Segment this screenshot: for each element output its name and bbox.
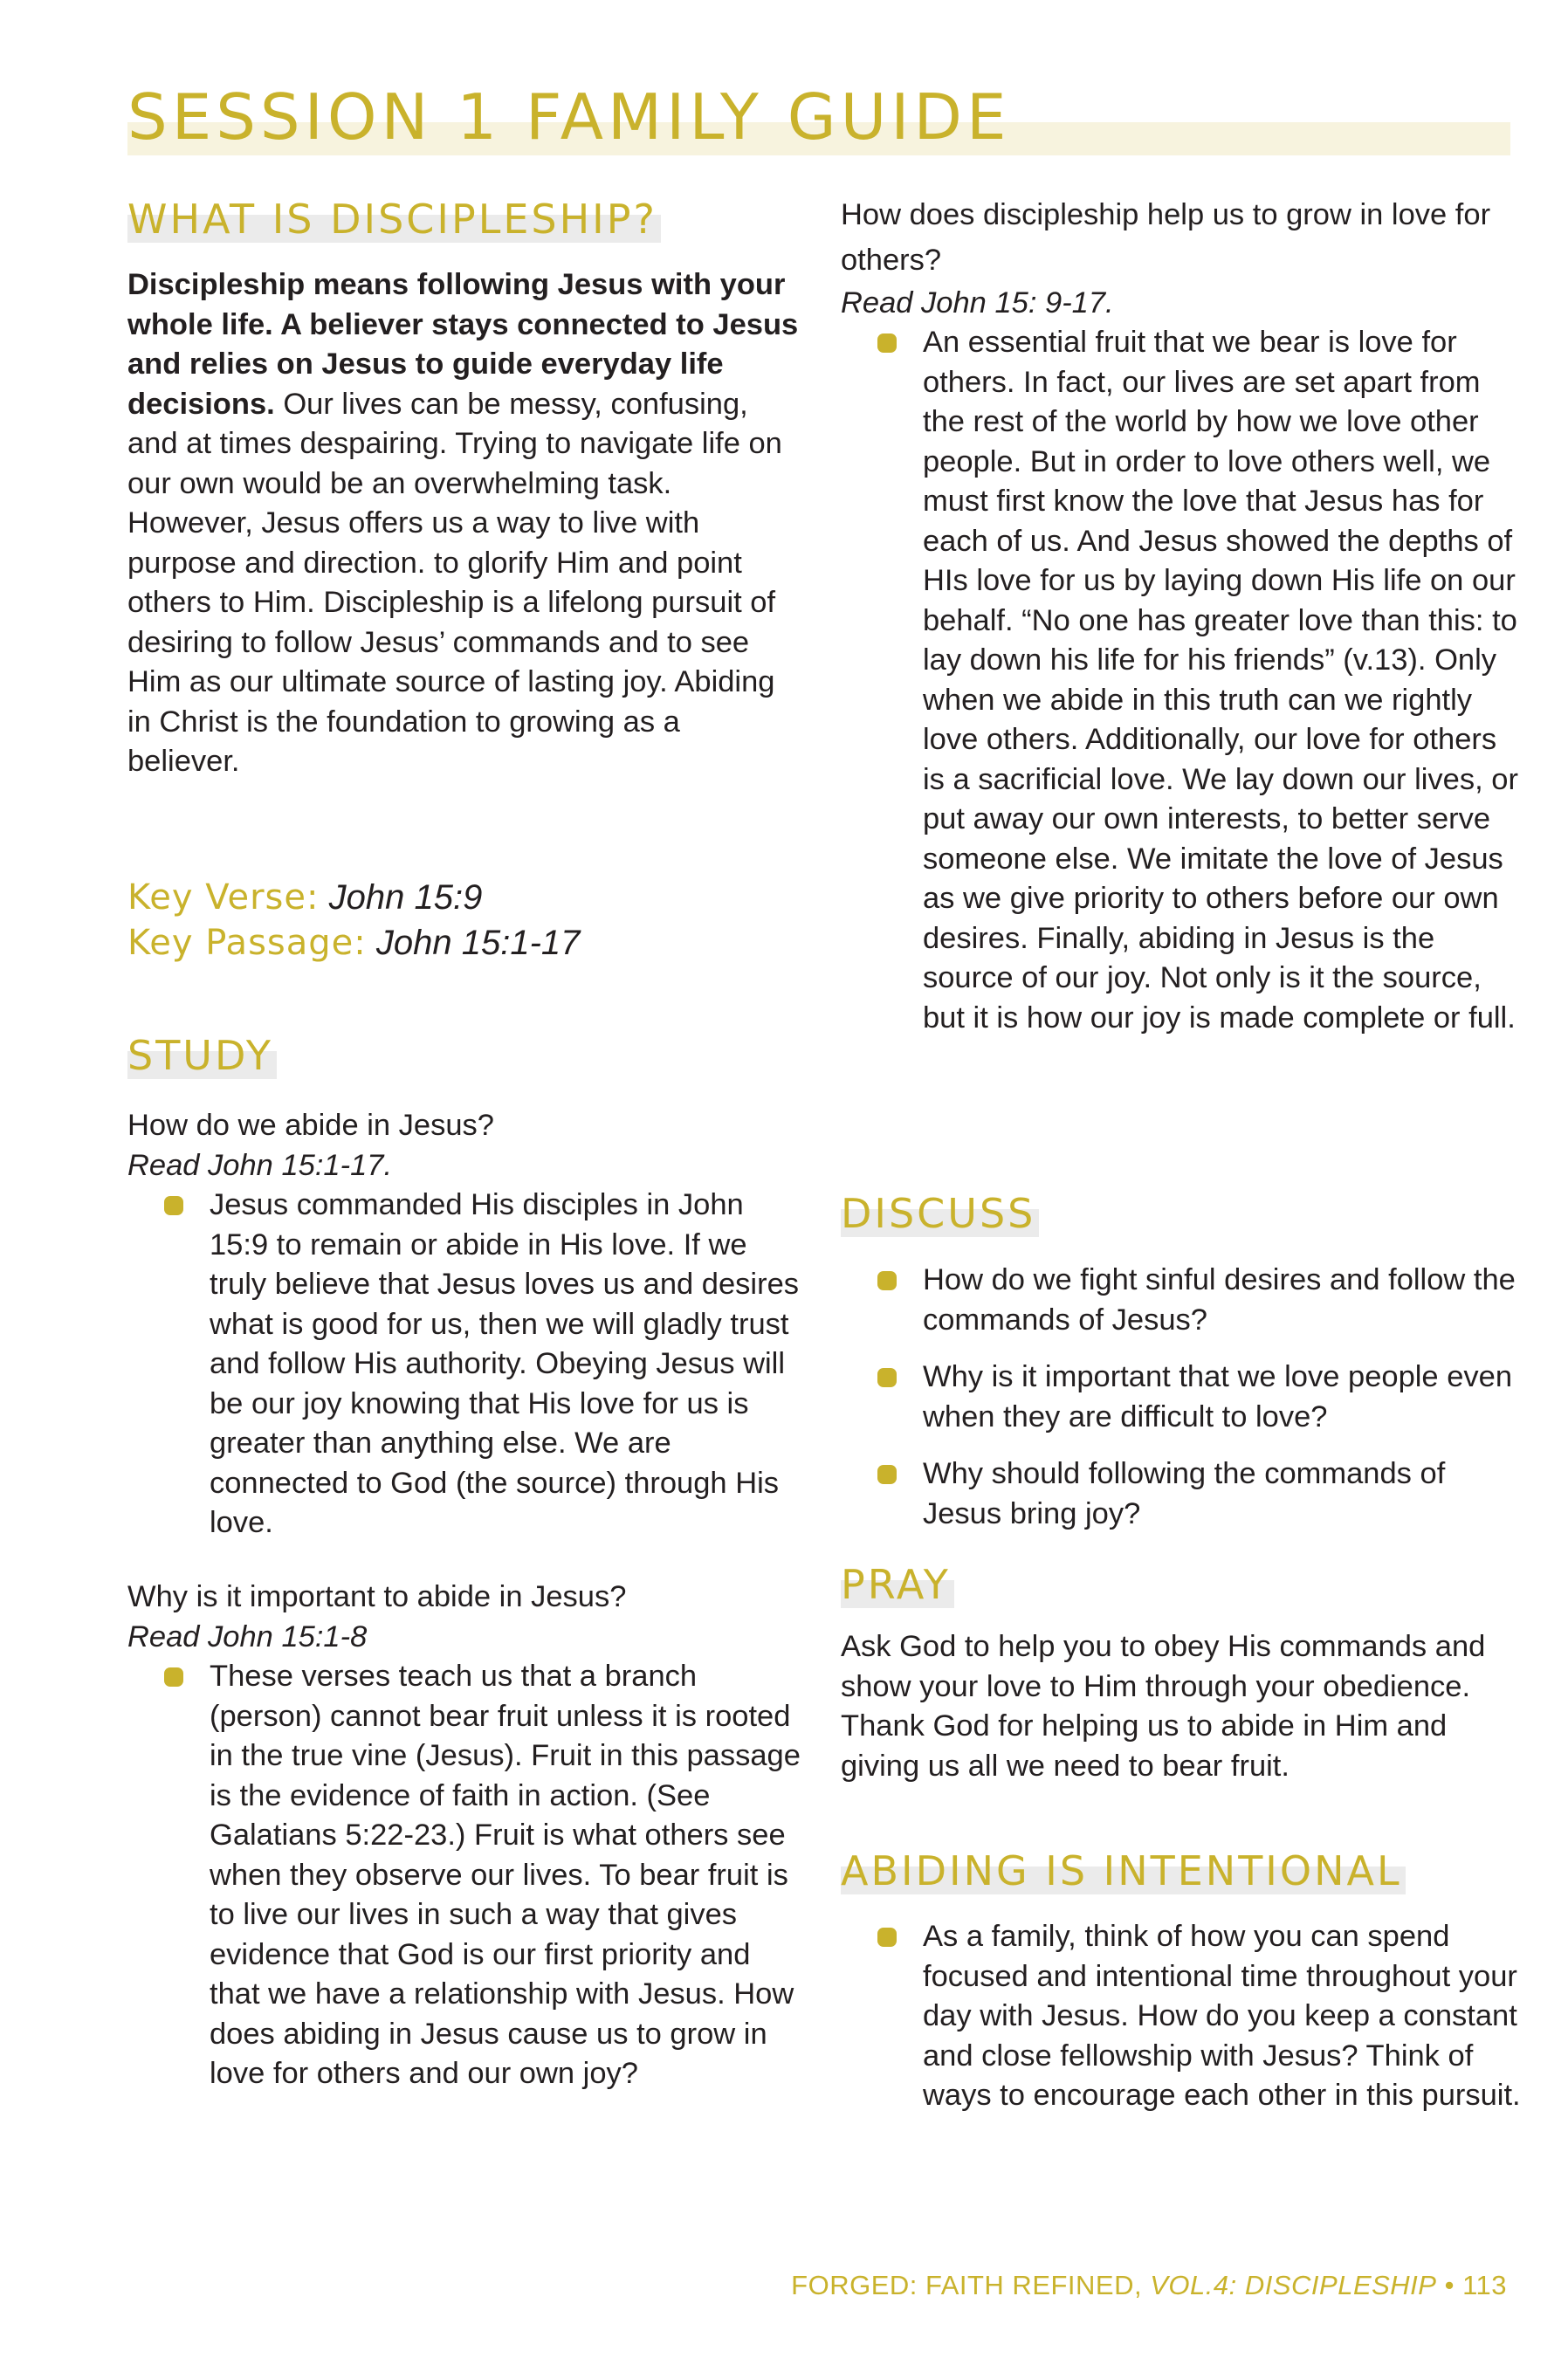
discuss-item-1: [841, 1261, 1522, 1340]
discuss-item-3-text: Why should following the commands of Jesus bring joy?: [923, 1457, 1446, 1530]
pray-heading: PRAY: [841, 1561, 954, 1608]
what-is-discipleship-heading: WHAT IS DISCIPLESHIP?: [127, 196, 661, 243]
abiding-heading: ABIDING IS INTENTIONAL: [841, 1847, 1406, 1894]
study-heading: STUDY: [127, 1032, 277, 1079]
study-reference-3: Read John 15: 9-17.: [841, 286, 1114, 320]
bullet-dot-icon: [877, 1928, 897, 1947]
study-reference-1: Read John 15:1-17.: [127, 1149, 393, 1182]
footer-volume: VOL.4: DISCIPLESHIP: [1150, 2270, 1437, 2300]
study-block-3: [841, 192, 1522, 1038]
study-block-2: [127, 1577, 808, 2094]
discuss-list: [841, 1261, 1522, 1534]
study-block-1: [127, 1105, 808, 1543]
key-verse-label: Key Verse:: [127, 877, 320, 918]
discuss-item-2-text: Why is it important that we love people even when they are difficult to love?: [923, 1360, 1513, 1433]
bullet-dot-icon: [164, 1667, 183, 1687]
study-bullet-3: [841, 323, 1522, 1038]
key-info: [127, 875, 580, 966]
footer-series: FORGED: FAITH REFINED,: [791, 2270, 1143, 2300]
bullet-dot-icon: [877, 1368, 897, 1387]
discuss-item-3: [841, 1454, 1522, 1534]
key-passage-label: Key Passage:: [127, 923, 367, 963]
study-question-2: Why is it important to abide in Jesus?: [127, 1580, 627, 1613]
study-bullet-3-text: An essential fruit that we bear is love for others. In fact, our lives are set apart from the rest of the world by how we love other people. But in order to love others well, we must first know the love that Jesus has for each of us. And Jesus showed the depths of HIs love for us by laying down His life on our behalf. “No one has greater love than this: to lay down his life for his friends” (v.13). Only when we abide in this truth can we rightly love others. Additionally, our love for others is a sacrificial love. We lay down our lives, or put away our own interests, to better serve someone else. We imitate the love of Jesus as we give priority to others before our own desires. Finally, abiding in Jesus is the source of our joy. Not only is it the source, but it is how our joy is made complete or full.: [923, 326, 1518, 1035]
bullet-dot-icon: [877, 1271, 897, 1290]
study-reference-2: Read John 15:1-8: [127, 1620, 368, 1653]
study-question-3: How does discipleship help us to grow in love for others?: [841, 198, 1491, 277]
study-question-1: How do we abide in Jesus?: [127, 1109, 494, 1142]
bullet-dot-icon: [877, 333, 897, 353]
page-title: SESSION 1 FAMILY GUIDE: [127, 80, 1011, 154]
key-verse-value: John 15:9: [328, 878, 483, 917]
intro-body: Our lives can be messy, confusing, and at times despairing. Trying to navigate life on our own would be an overwhelming task. However, Jesus offers us a way to live with purpose and direction. to glorify Him and point others to Him. Discipleship is a lifelong pursuit of desiring to follow Jesus’ commands and to see Him as our ultimate source of lasting joy. Abiding in Christ is the foundation to growing as a believer.: [127, 387, 782, 778]
bullet-dot-icon: [164, 1196, 183, 1215]
bullet-dot-icon: [877, 1465, 897, 1484]
study-bullet-2: [127, 1657, 808, 2094]
abiding-list: [841, 1917, 1522, 2116]
discuss-heading: DISCUSS: [841, 1190, 1039, 1237]
page-header: [127, 79, 1510, 157]
page-footer: [791, 2270, 1507, 2301]
abiding-item: [841, 1917, 1522, 2116]
key-verse: [127, 875, 580, 920]
pray-text: Ask God to help you to obey His commands and show your love to Him through your obedience. Thank God for helping us to abide in Him and giving us all we need to bear fruit.: [841, 1630, 1486, 1783]
footer-page-number: 113: [1462, 2270, 1507, 2300]
discuss-item-1-text: How do we fight sinful desires and follow the commands of Jesus?: [923, 1263, 1516, 1337]
what-is-discipleship-text: [127, 265, 800, 782]
key-passage: [127, 920, 580, 966]
study-bullet-1: [127, 1186, 808, 1543]
abiding-item-text: As a family, think of how you can spend focused and intentional time throughout your day with Jesus. How do you keep a constant and close fellowship with Jesus? Think of ways to encourage each other in this pursuit.: [923, 1920, 1521, 2112]
discuss-item-2: [841, 1358, 1522, 1437]
study-bullet-2-text: These verses teach us that a branch (person) cannot bear fruit unless it is rooted in the true vine (Jesus). Fruit in this passage is the evidence of faith in action. (See Galatians 5:22-23.) Fruit is what others see when they observe our lives. To bear fruit is to live our lives in such a way that gives evidence that God is our first priority and that we have a relationship with Jesus. How does abiding in Jesus cause us to grow in love for others and our own joy?: [210, 1660, 801, 2090]
study-bullet-1-text: Jesus commanded His disciples in John 15:9 to remain or abide in His love. If we truly believe that Jesus loves us and desires what is good for us, then we will gladly trust and follow His authority. Obeying Jesus will be our joy knowing that His love for us is greater than anything else. We are connected to God (the source) through His love.: [210, 1188, 800, 1539]
key-passage-value: John 15:1-17: [375, 924, 581, 962]
intro-bold: Discipleship means following Jesus with your whole life. A believer stays connected to Jesus and relies on Jesus to guide everyday life decisions.: [127, 268, 799, 421]
footer-separator: •: [1444, 2270, 1455, 2300]
